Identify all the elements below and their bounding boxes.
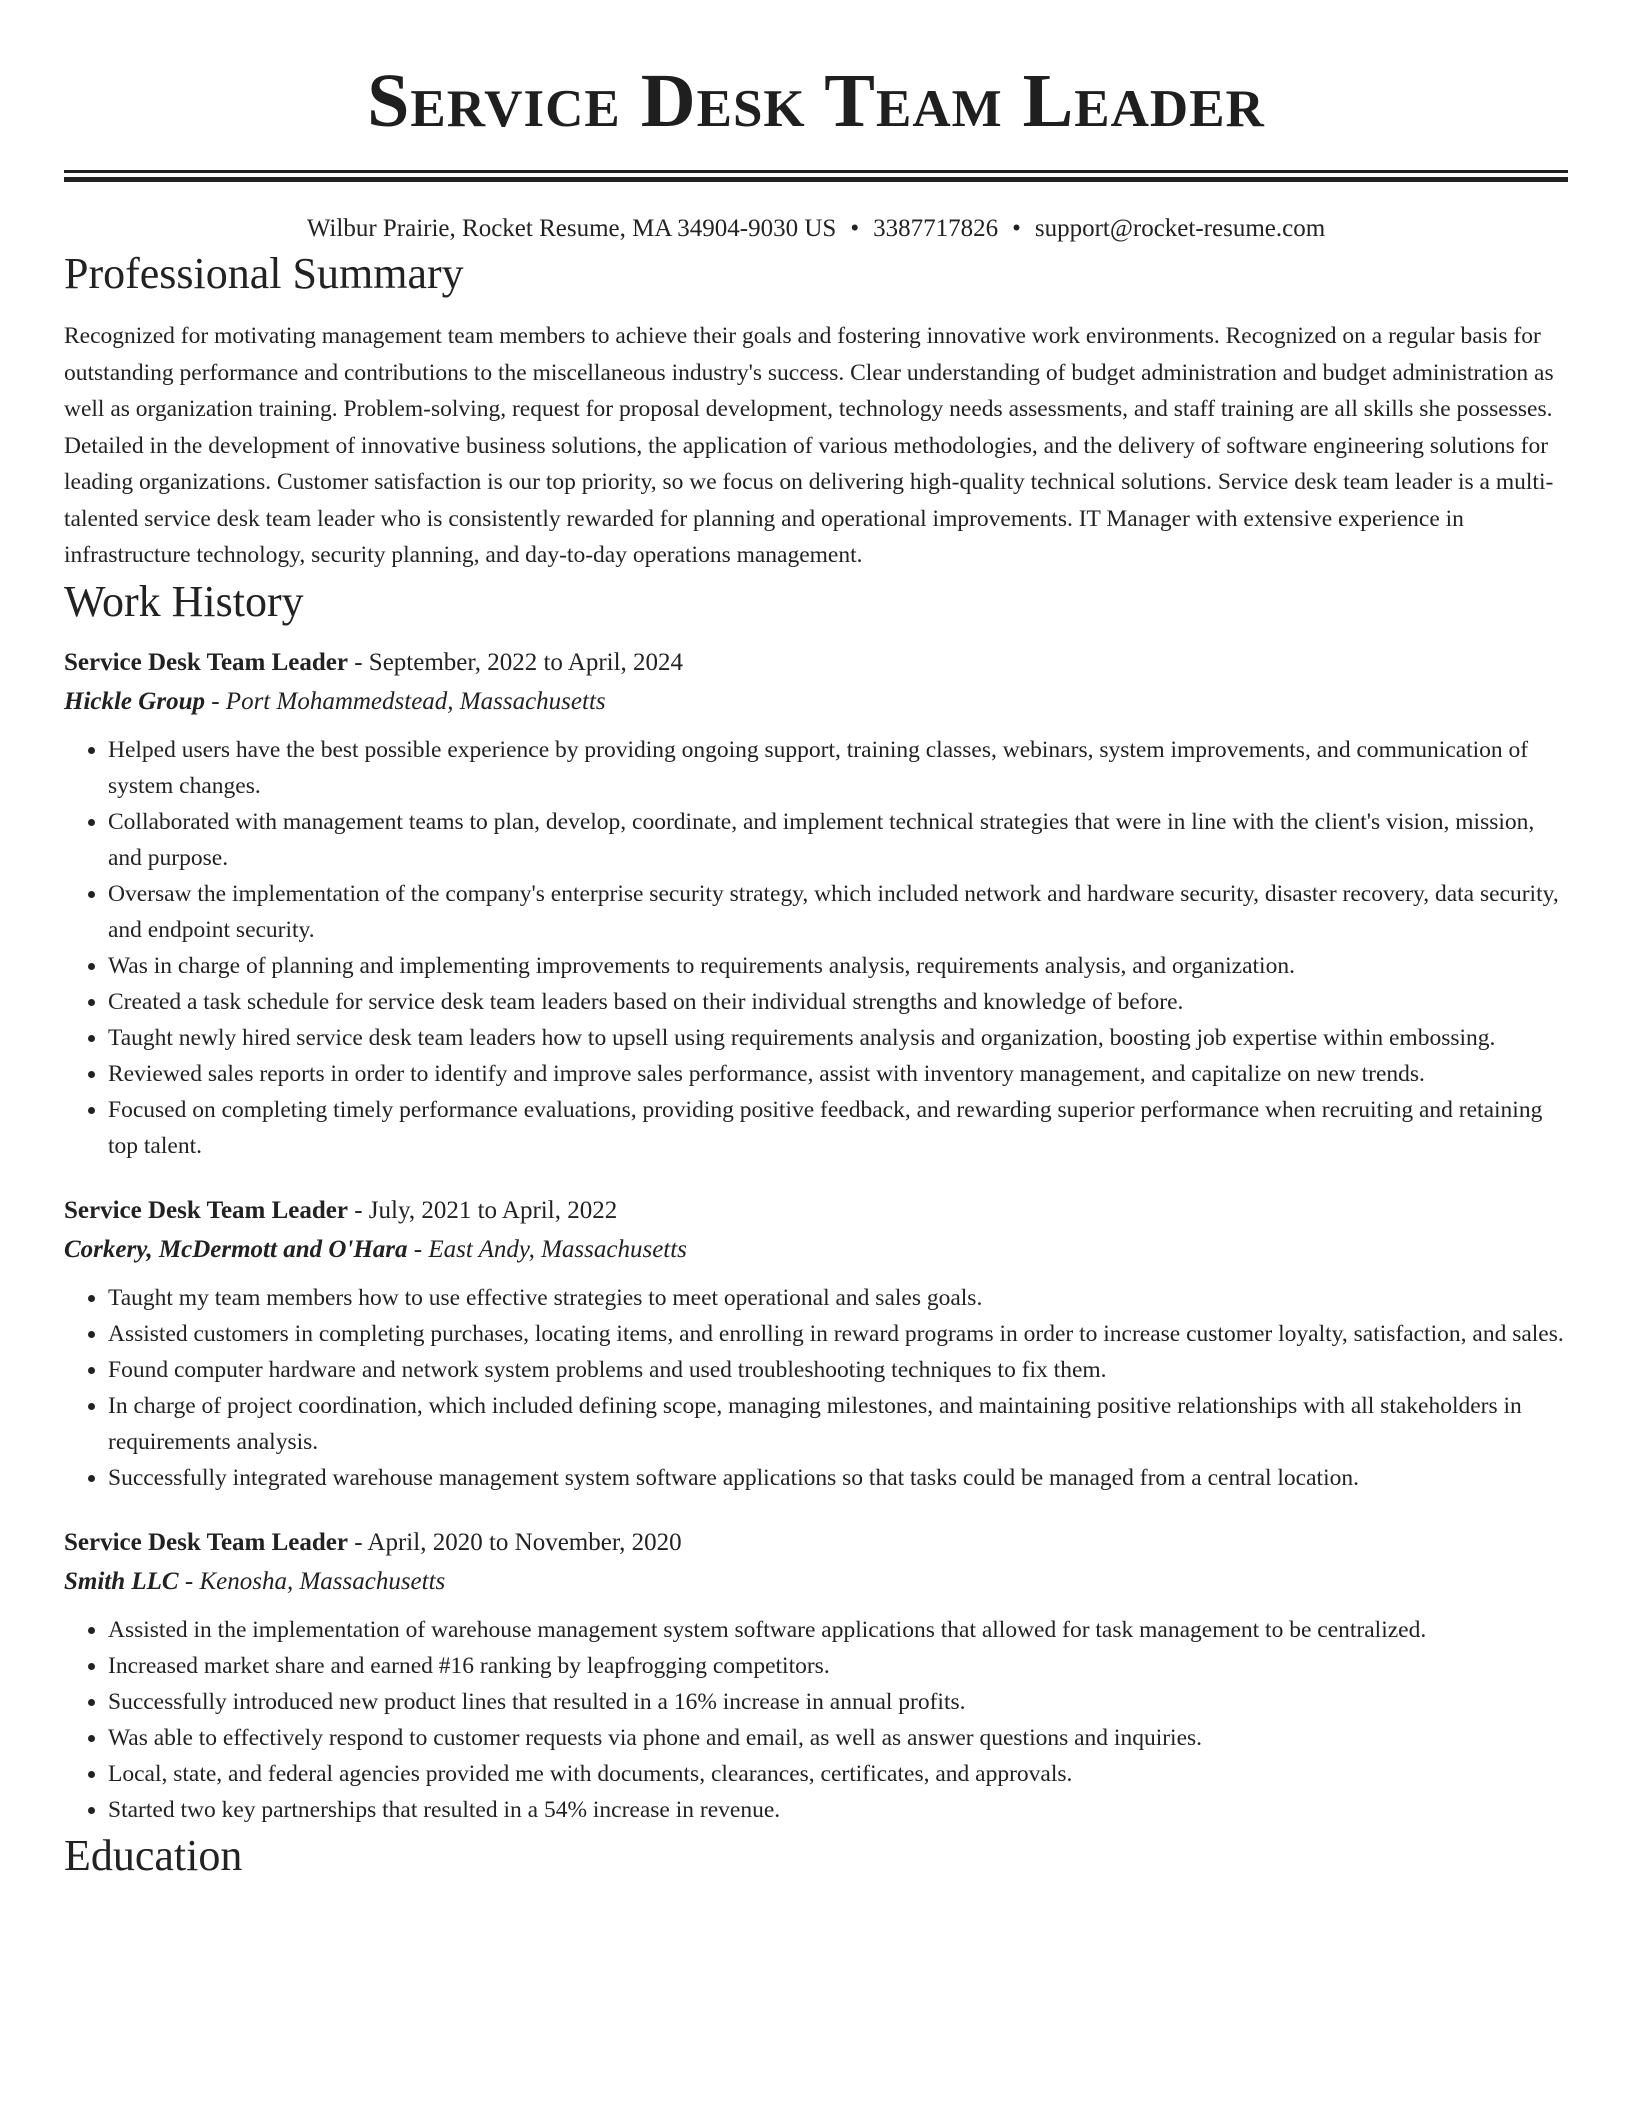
job-company: Corkery, McDermott and O'Hara — [64, 1235, 408, 1263]
job-bullet: • Was able to effectively respond to customer requests via phone and email, as well as answer questions and inquiries. — [108, 1720, 1568, 1756]
job-title-line — [64, 1192, 1568, 1230]
job-bullet: • Taught newly hired service desk team leaders how to upsell using requirements analysis and organization, boosting job expertise within embossing. — [108, 1020, 1568, 1056]
job-title-line — [64, 644, 1568, 682]
job-bullet: • Found computer hardware and network system problems and used troubleshooting techniques to fix them. — [108, 1352, 1568, 1388]
job-bullet: • Focused on completing timely performance evaluations, providing positive feedback, and rewarding superior performance when recruiting and retaining top talent. — [108, 1092, 1568, 1164]
summary-text: Recognized for motivating management team members to achieve their goals and fostering innovative work environments. Recognized on a regular basis for outstanding performance and contributions to the miscellaneous industry's success. Clear understanding of budget administration and budget administration as well as organization training. Problem-solving, request for proposal development, technology needs assessments, and staff training are all skills she possesses. Detailed in the development of innovative business solutions, the application of various methodologies, and the delivery of software engineering solutions for leading organizations. Customer satisfaction is our top priority, so we focus on delivering high-quality technical solutions. Service desk team leader is a multi-talented service desk team leader who is consistently rewarded for planning and operational improvements. IT Manager with extensive experience in infrastructure technology, security planning, and day-to-day operations management. — [64, 323, 1554, 568]
job-location: - Kenosha, Massachusetts — [178, 1567, 446, 1595]
job-bullet: • Collaborated with management teams to plan, develop, coordinate, and implement technical strategies that were in line with the client's vision, mission, and purpose. — [108, 804, 1568, 876]
contact-separator: • — [1012, 215, 1021, 242]
job-bullet: • Oversaw the implementation of the company's enterprise security strategy, which included network and hardware security, disaster recovery, data security, and endpoint security. — [108, 876, 1568, 948]
job-bullet: • Helped users have the best possible experience by providing ongoing support, training classes, webinars, system improvements, and communication of system changes. — [108, 732, 1568, 804]
job-bullet: • Assisted customers in completing purchases, locating items, and enrolling in reward programs in order to increase customer loyalty, satisfaction, and sales. — [108, 1316, 1568, 1352]
job-bullet: • Assisted in the implementation of warehouse management system software applications that allowed for task management to be centralized. — [108, 1612, 1568, 1648]
education-heading: Education — [64, 1830, 243, 1880]
job-bullets — [64, 1280, 1568, 1496]
job-company-line — [64, 1562, 1568, 1602]
job-dates: - September, 2022 to April, 2024 — [347, 648, 684, 676]
job-title: Service Desk Team Leader — [64, 1528, 348, 1556]
job-location: - East Andy, Massachusetts — [407, 1235, 687, 1263]
job-title: Service Desk Team Leader — [64, 1196, 348, 1224]
contact-email: support@rocket-resume.com — [1034, 215, 1326, 242]
job-bullet: • Local, state, and federal agencies provided me with documents, clearances, certificates, and approvals. — [108, 1756, 1568, 1792]
contact-phone: 3387717826 — [873, 215, 999, 242]
job-bullets — [64, 1612, 1568, 1828]
job-title-line — [64, 1524, 1568, 1562]
job-company-line — [64, 1230, 1568, 1270]
job-company: Hickle Group — [64, 687, 205, 715]
job-entry — [64, 644, 1568, 1164]
title-divider — [64, 170, 1568, 182]
job-company: Smith LLC — [64, 1567, 179, 1595]
job-bullets — [64, 732, 1568, 1164]
contact-address: Wilbur Prairie, Rocket Resume, MA 34904-9030 US — [306, 215, 837, 242]
resume-title: Service Desk Team Leader — [367, 59, 1265, 143]
job-entry — [64, 1192, 1568, 1496]
job-bullet: • Taught my team members how to use effective strategies to meet operational and sales goals. — [108, 1280, 1568, 1316]
job-bullet: • Created a task schedule for service desk team leaders based on their individual strengths and knowledge of before. — [108, 984, 1568, 1020]
job-location: - Port Mohammedstead, Massachusetts — [204, 687, 606, 715]
job-dates: - April, 2020 to November, 2020 — [347, 1528, 682, 1556]
summary-heading: Professional Summary — [64, 249, 464, 298]
job-bullet: • Successfully integrated warehouse management system software applications so that tasks could be managed from a central location. — [108, 1460, 1568, 1496]
contact-line — [64, 212, 1568, 246]
job-bullet: • Started two key partnerships that resulted in a 54% increase in revenue. — [108, 1792, 1568, 1828]
work-history-heading: Work History — [64, 576, 304, 626]
job-bullet: • Successfully introduced new product lines that resulted in a 16% increase in annual profits. — [108, 1684, 1568, 1720]
job-bullet: • Was in charge of planning and implementing improvements to requirements analysis, requirements analysis, and organization. — [108, 948, 1568, 984]
contact-separator: • — [850, 215, 860, 242]
job-entry — [64, 1524, 1568, 1828]
job-company-line — [64, 682, 1568, 722]
job-bullet: • Increased market share and earned #16 ranking by leapfrogging competitors. — [108, 1648, 1568, 1684]
job-bullet: • Reviewed sales reports in order to identify and improve sales performance, assist with inventory management, and capitalize on new trends. — [108, 1056, 1568, 1092]
job-bullet: • In charge of project coordination, which included defining scope, managing milestones, and maintaining positive relationships with all stakeholders in requirements analysis. — [108, 1388, 1568, 1460]
job-dates: - July, 2021 to April, 2022 — [347, 1196, 618, 1224]
work-history-list — [64, 644, 1568, 1828]
job-title: Service Desk Team Leader — [64, 648, 348, 676]
